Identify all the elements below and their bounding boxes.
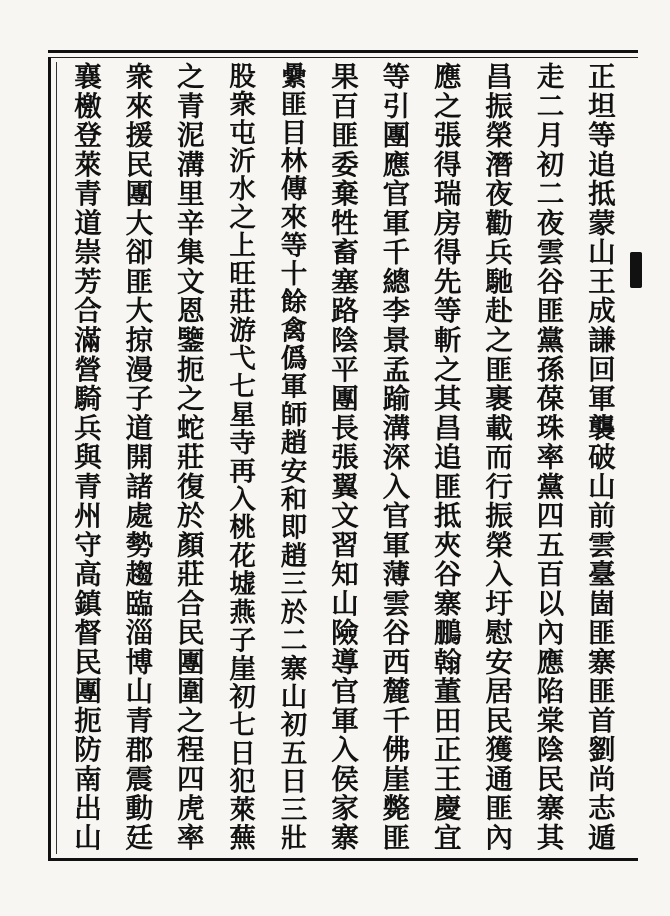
text-column: 正坦等追抵蒙山王成謙回軍襲破山前雲臺崮匪寨匪首劉尚志遁 xyxy=(582,62,615,852)
left-border-thin-rule xyxy=(56,62,57,854)
text-column: 等引團應官軍千總李景孟踰溝深入官軍薄雲谷西麓千佛崖斃匪 xyxy=(377,62,410,852)
text-column: 股衆屯沂水之上旺莊游弋七星寺再入桃花墟燕子崖初七日犯萊蕪 xyxy=(224,62,256,852)
vertical-text-block xyxy=(62,62,622,852)
text-column: 衆來援民團大卻匪大掠漫子道開諸處勢趨臨淄博山青郡震動廷 xyxy=(120,62,153,852)
page-edge-tab-mark xyxy=(630,252,642,288)
text-column: 果百匪委棄牲畜塞路陰平團長張翼文習知山險導官軍入侯家寨 xyxy=(325,62,358,852)
top-border-thin-rule xyxy=(48,57,638,58)
text-column: 纍匪目林傳來等十餘禽僞軍師趙安和即趙三於二寨山初五日三壯 xyxy=(275,62,307,852)
left-border-thick-rule xyxy=(48,57,51,861)
text-column: 走二月初二夜雲谷匪黨孫葆珠率黨四五百以內應陷棠陰民寨其 xyxy=(531,62,564,852)
top-border-thick-rule xyxy=(48,50,638,53)
bottom-border-rule xyxy=(48,858,638,861)
text-column: 襄檄登萊青道崇芳合滿營騎兵與青州守高鎮督民團扼防南出山 xyxy=(69,62,101,852)
text-column: 之青泥溝里辛集文恩鑒扼之蛇莊復於顏莊合民團圍之程四虎率 xyxy=(171,62,204,852)
text-column: 應之張得瑞房得先等斬之其昌追匪抵夾谷寨鵬翰董田正王慶宜 xyxy=(428,62,461,852)
text-column: 昌振榮潛夜勸兵馳赴之匪裹載而行振榮入圩慰安居民獲通匪內 xyxy=(480,62,513,852)
